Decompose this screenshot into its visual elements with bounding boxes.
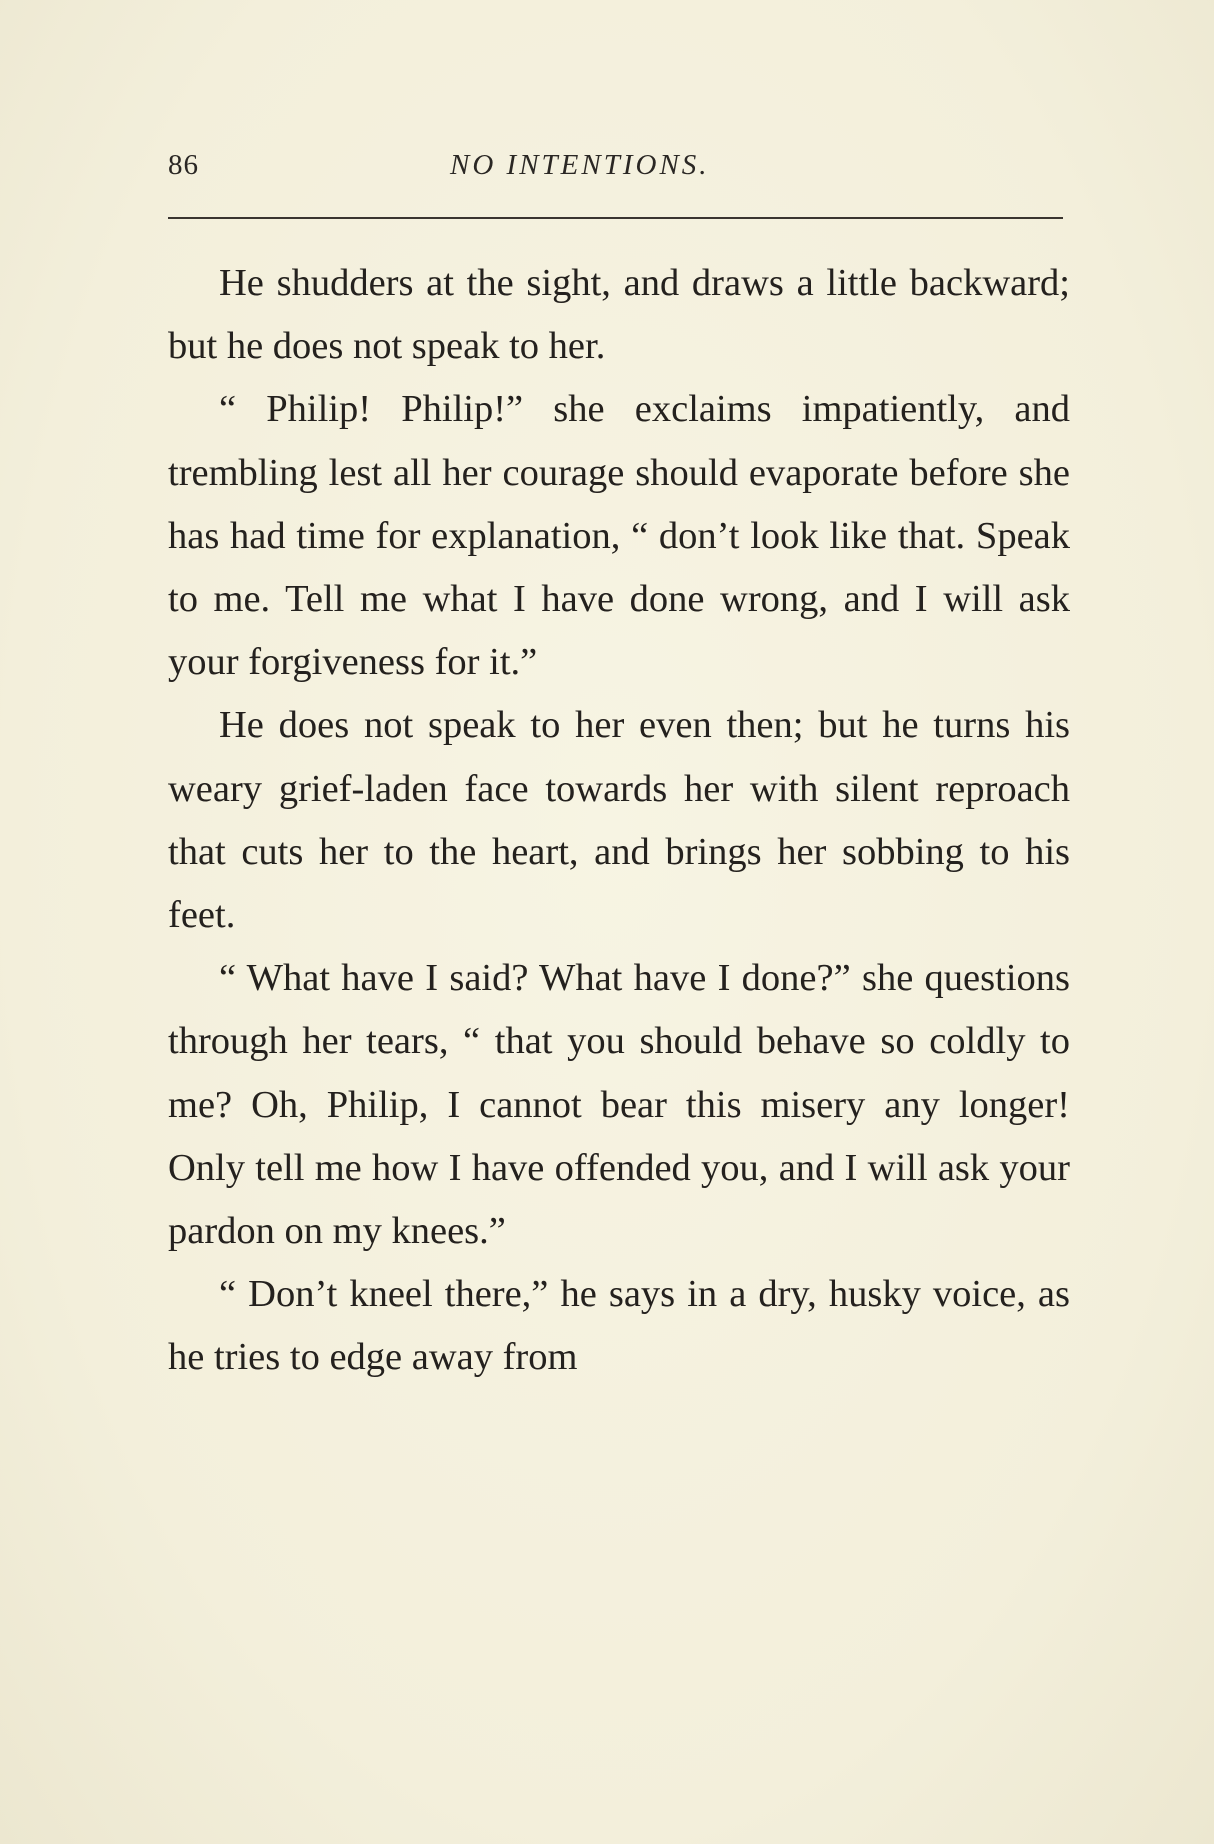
paragraph: “ Philip! Philip!” she exclaims impatiently, and trembling lest all her courage should evaporate before she has had time for explanation, “ don’t look like that. Speak to me. Tell me what I have done wrong, and I will ask your forgiveness for it.” (168, 388, 1070, 684)
paragraph: “ Don’t kneel there,” he says in a dry, husky voice, as he tries to edge away from (168, 1273, 1070, 1379)
running-title: NO INTENTIONS. (450, 149, 710, 181)
header-rule (168, 217, 1063, 219)
paragraph: “ What have I said? What have I done?” she questions through her tears, “ that you should behave so coldly to me? Oh, Philip, I cannot bear this misery any longer! Only tell me how I have offended you, and I will ask your pardon on my knees.” (168, 957, 1070, 1253)
page-number: 86 (168, 149, 199, 181)
paragraph: He shudders at the sight, and draws a little backward; but he does not speak to her. (168, 262, 1070, 368)
page-header (168, 145, 1063, 189)
paragraph: He does not speak to her even then; but he turns his weary grief-laden face towards her with silent reproach that cuts her to the heart, and brings her sobbing to his feet. (168, 704, 1070, 937)
body-text (168, 252, 1070, 1390)
